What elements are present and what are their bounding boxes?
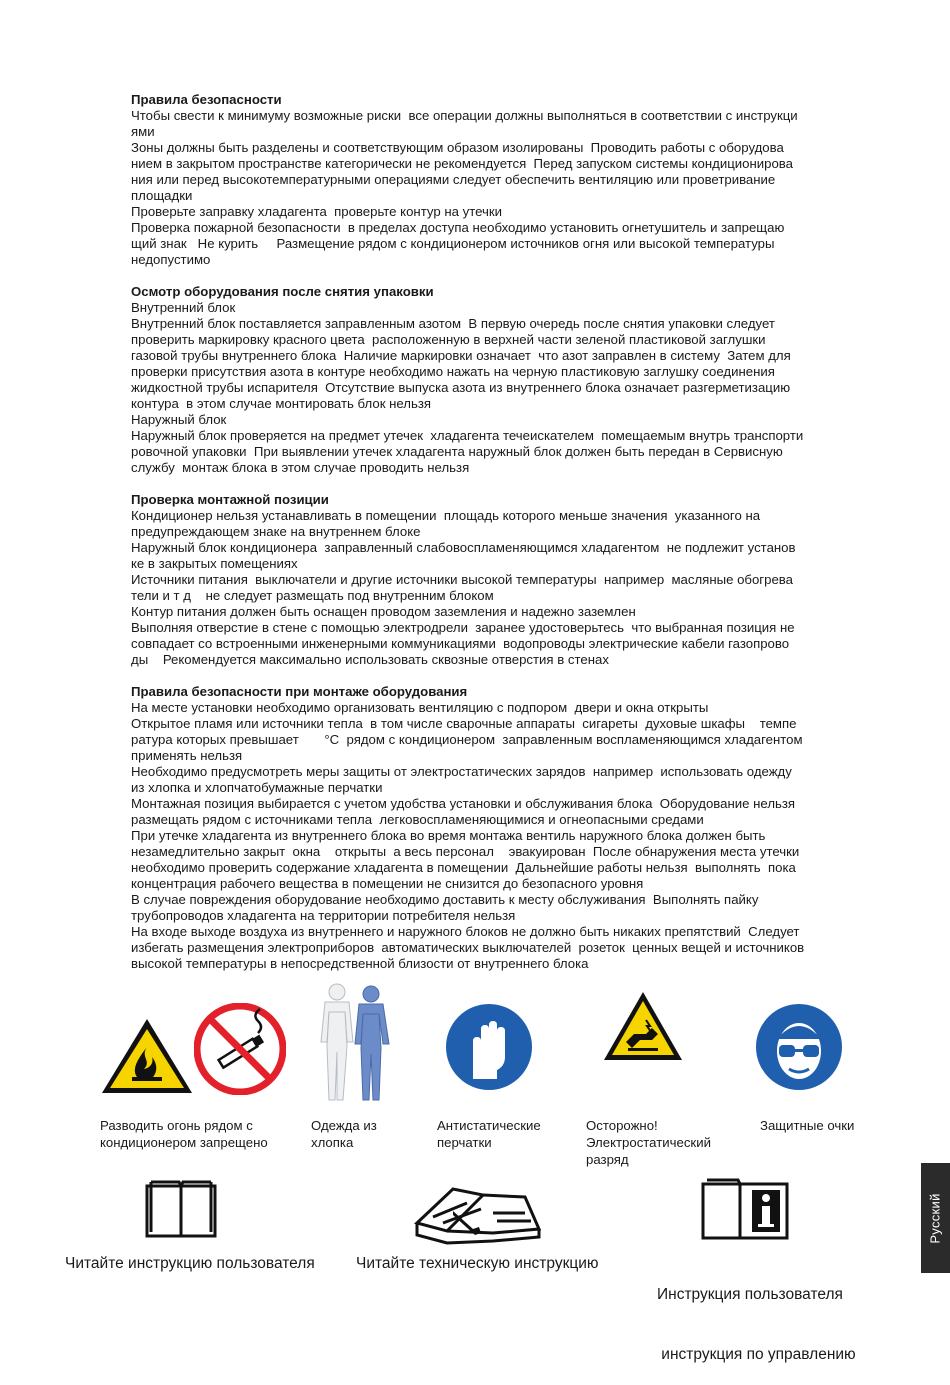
text-line: На входе выходе воздуха из внутреннего и наружного блоков не должно быть никаких препятствий Следует: [131, 924, 800, 939]
caption-line: Разводить огонь рядом с: [100, 1118, 253, 1133]
text-line: тели и т д не следует размещать под внутренним блоком: [131, 588, 494, 603]
text-line: трубопроводов хладагента на территории потребителя нельзя: [131, 908, 516, 923]
text-line: газовой трубы внутреннего блока Наличие маркировки означает что азот заправлен в систему Затем для: [131, 348, 791, 363]
text-line: Открытое пламя или источники тепла в том числе сварочные аппараты сигареты духовые шкафы темпе: [131, 716, 797, 731]
technical-manual-icon: [413, 1183, 543, 1245]
caption-line: Читайте техническую инструкцию: [356, 1255, 599, 1272]
caption-line: кондиционером запрещено: [100, 1135, 268, 1150]
text-line: нием в закрытом пространстве категорически не рекомендуется Перед запуском системы кондиционирова: [131, 156, 793, 171]
fire-caption: [100, 1117, 268, 1151]
language-label: Русский: [928, 1192, 943, 1244]
operation-manual-icon: [700, 1176, 790, 1242]
text-line: предупреждающем знаке на внутреннем блоке: [131, 524, 421, 539]
text-line: щий знак Не курить Размещение рядом с кондиционером источников огня или высокой температуры: [131, 236, 775, 251]
section-heading: Проверка монтажной позиции: [131, 492, 329, 507]
safety-text: [131, 92, 871, 972]
flammable-warning-icon: [100, 1017, 194, 1095]
caption-line: Антистатические: [437, 1118, 541, 1133]
caption-line: Одежда из: [311, 1118, 377, 1133]
text-line: жидкостной трубы испарителя Отсутствие выпуска азота из внутреннего блока означает разгерметизацию: [131, 380, 791, 395]
text-line: В случае повреждения оборудование необходимо доставить к месту обслуживания Выполнять пайку: [131, 892, 759, 907]
text-line: контура в этом случае монтировать блок нельзя: [131, 396, 432, 411]
text-line: ями: [131, 124, 155, 139]
text-line: проверить маркировку красного цвета расположенную в верхней части зеленой пластиковой заглушки: [131, 332, 766, 347]
text-line: размещать рядом с источниками тепла легковоспламеняющимися и огнеопасными средами: [131, 812, 704, 827]
caption-line: Осторожно!: [586, 1118, 658, 1133]
text-line: концентрация рабочего вещества в помещении не снизится до безопасного уровня: [131, 876, 644, 891]
text-line: службу монтаж блока в этом случае проводить нельзя: [131, 460, 470, 475]
text-line: проверки присутствия азота в контуре необходимо нажать на черную пластиковую заглушку соединения: [131, 364, 775, 379]
caption-line: Читайте инструкцию пользователя: [65, 1255, 315, 1272]
text-line: На месте установки необходимо организовать вентиляцию с подпором двери и окна открыты: [131, 700, 709, 715]
goggles-icon: [753, 1001, 845, 1093]
text-line: площадки: [131, 188, 193, 203]
text-line: Зоны должны быть разделены и соответствующим образом изолированы Проводить работы с оборудова: [131, 140, 784, 155]
text-line: из хлопка и хлопчатобумажные перчатки: [131, 780, 383, 795]
electrostatic-warning-icon: [602, 990, 684, 1062]
gloves-icon: [443, 1001, 535, 1093]
text-line: незамедлительно закрыт окна открыты а весь персонал эвакуирован После обнаружения места утечки: [131, 844, 800, 859]
text-line: Выполняя отверстие в стене с помощью электродрели заранее удостоверьтесь что выбранная позиция не: [131, 620, 795, 635]
text-line: Чтобы свести к минимуму возможные риски все операции должны выполняться в соответствии с инструкци: [131, 108, 798, 123]
no-smoking-icon: [194, 1003, 286, 1095]
text-line: При утечке хладагента из внутреннего блока во время монтажа вентиль наружного блока должен быть: [131, 828, 766, 843]
text-line: совпадает со встроенными инженерными коммуникациями водопроводы электрические кабели газопрово: [131, 636, 790, 651]
user-manual-caption: [65, 1254, 315, 1274]
text-line: недопустимо: [131, 252, 211, 267]
caption-line: Инструкция пользователя: [657, 1286, 843, 1303]
text-line: Кондиционер нельзя устанавливать в помещении площадь которого меньше значения указанного на: [131, 508, 761, 523]
caption-line: хлопка: [311, 1135, 354, 1150]
text-line: Наружный блок: [131, 412, 227, 427]
caption-line: инструкция по управлению: [657, 1346, 856, 1363]
text-line: Наружный блок проверяется на предмет утечек хладагента течеискателем помещаемым внутрь транспорти: [131, 428, 804, 443]
section-heading: Осмотр оборудования после снятия упаковки: [131, 284, 434, 299]
text-line: Монтажная позиция выбирается с учетом удобства установки и обслуживания блока Оборудование нельзя: [131, 796, 796, 811]
caption-line: Электростатический: [586, 1135, 711, 1150]
operation-caption: [657, 1245, 856, 1385]
text-line: Источники питания выключатели и другие источники высокой температуры например масляные обогрева: [131, 572, 793, 587]
caption-line: перчатки: [437, 1135, 492, 1150]
technical-caption: [356, 1254, 599, 1274]
text-line: высокой температуры в непосредственной близости от внутреннего блока: [131, 956, 589, 971]
text-line: ке в закрытых помещениях: [131, 556, 298, 571]
section-heading: Правила безопасности при монтаже оборудования: [131, 684, 468, 699]
text-line: Внутренний блок: [131, 300, 236, 315]
gloves-caption: [437, 1117, 541, 1151]
text-line: Проверьте заправку хладагента проверьте контур на утечки: [131, 204, 503, 219]
text-line: Необходимо предусмотреть меры защиты от электростатических зарядов например использовать одежду: [131, 764, 792, 779]
language-tab: [921, 1163, 950, 1273]
text-line: Проверка пожарной безопасности в пределах доступа необходимо установить огнетушитель и запрещаю: [131, 220, 785, 235]
text-line: Наружный блок кондиционера заправленный слабовоспламеняющимся хладагентом не подлежит установ: [131, 540, 796, 555]
text-line: Контур питания должен быть оснащен проводом заземления и надежно заземлен: [131, 604, 636, 619]
caption-line: Защитные очки: [760, 1118, 855, 1133]
text-line: избегать размещения электроприборов автоматических выключателей розеток ценных вещей и источников: [131, 940, 805, 955]
section-heading: Правила безопасности: [131, 92, 282, 107]
user-manual-book-icon: [143, 1178, 219, 1242]
static-caption: [586, 1117, 711, 1168]
text-line: необходимо проверить содержание хладагента в помещении Дальнейшие работы нельзя выполнять пока: [131, 860, 796, 875]
caption-line: разряд: [586, 1152, 629, 1167]
text-line: Внутренний блок поставляется заправленным азотом В первую очередь после снятия упаковки следует: [131, 316, 775, 331]
text-line: ния или перед высокотемпературными операциями следует обеспечить вентиляцию или проветривание: [131, 172, 776, 187]
goggles-caption: [760, 1117, 854, 1134]
text-line: ратура которых превышает °С рядом с кондиционером заправленным воспламеняющимся хладагентом: [131, 732, 803, 747]
text-line: применять нельзя: [131, 748, 243, 763]
text-line: ровочной упаковки При выявлении утечек хладагента наружный блок должен быть передан в Сервисную: [131, 444, 783, 459]
text-line: ды Рекомендуется максимально использовать сквозные отверстия в стенах: [131, 652, 609, 667]
cotton-clothing-icon: [307, 982, 402, 1104]
cotton-caption: [311, 1117, 377, 1151]
